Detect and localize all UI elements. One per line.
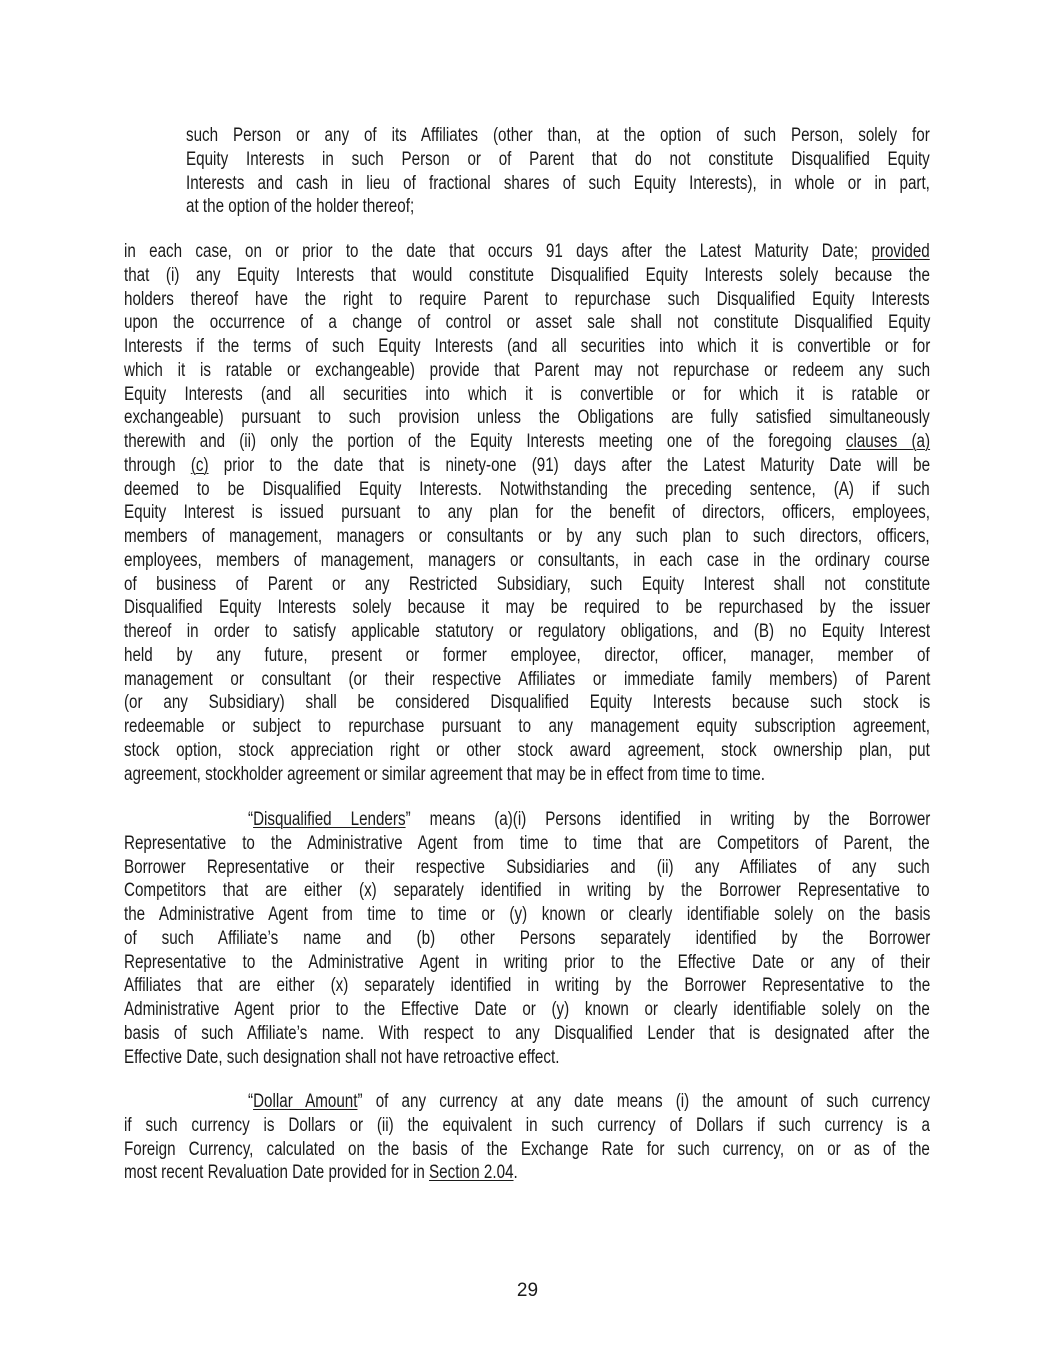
text-line bbox=[124, 715, 930, 739]
text-line bbox=[186, 172, 930, 196]
cross-reference-link: Dollar Amount bbox=[253, 1091, 358, 1112]
text-line bbox=[124, 501, 930, 525]
text-line bbox=[124, 951, 930, 975]
text-segment: that (i) any Equity Interests that would constitute Disqualified Equity Interests solely because the bbox=[124, 264, 930, 286]
text-line bbox=[124, 1046, 559, 1070]
text-segment: Disqualified Equity Interests solely because it may be required to be repurchased by the issuer bbox=[124, 597, 931, 619]
text-line bbox=[124, 335, 930, 359]
text-segment: agreement, stockholder agreement or similar agreement that may be in effect from time to time. bbox=[124, 763, 765, 785]
text-line bbox=[186, 124, 930, 148]
text-segment: upon the occurrence of a change of control or asset sale shall not constitute Disqualified Equity bbox=[124, 312, 931, 334]
text-segment: Competitors that are either (x) separately identified in writing by the Borrower Representative to bbox=[124, 880, 930, 902]
text-line bbox=[186, 148, 930, 172]
text-line bbox=[124, 383, 930, 407]
text-line bbox=[124, 927, 930, 951]
text-line bbox=[124, 1114, 930, 1138]
text-segment: basis of such Affiliate’s name. With respect to any Disqualified Lender that is designated after the bbox=[124, 1022, 930, 1044]
text-segment: held by any future, present or former employee, director, officer, manager, member of bbox=[124, 644, 930, 666]
text-segment: Equity Interests in such Person or of Parent that do not constitute Disqualified Equity bbox=[186, 148, 930, 170]
text-line bbox=[124, 264, 930, 288]
cross-reference-link: (c) bbox=[190, 454, 209, 476]
text-segment: ” of any currency at any date means (i) the amount of such currency bbox=[357, 1091, 930, 1112]
text-segment: ” means (a)(i) Persons identified in writing by the Borrower bbox=[405, 809, 931, 830]
text-line bbox=[124, 668, 930, 692]
text-segment: in each case, on or prior to the date that occurs 91 days after the Latest Maturity Date; bbox=[124, 241, 872, 262]
text-line bbox=[124, 311, 930, 335]
text-line bbox=[124, 406, 930, 430]
text-line bbox=[124, 359, 930, 383]
text-segment: such Person or any of its Affiliates (other than, at the option of such Person, solely for bbox=[186, 125, 930, 146]
text-line bbox=[124, 1161, 518, 1185]
text-segment: Administrative Agent prior to the Effective Date or (y) known or clearly identifiable solely on the bbox=[124, 999, 930, 1020]
text-segment: redeemable or subject to repurchase pursuant to any management equity subscription agreement, bbox=[124, 716, 930, 737]
text-line bbox=[124, 832, 930, 856]
text-line bbox=[186, 195, 414, 219]
cross-reference-link: Section 2.04 bbox=[429, 1162, 514, 1184]
text-segment: therewith and (ii) only the portion of the Equity Interests meeting one of the foregoing bbox=[124, 431, 846, 452]
text-segment: holders thereof have the right to require Parent to repurchase such Disqualified Equity Interests bbox=[124, 288, 930, 310]
text-line bbox=[124, 525, 930, 549]
text-segment: most recent Revaluation Date provided for in bbox=[124, 1162, 430, 1184]
text-segment: Equity Interests (and all securities into which it is convertible or for which it is ratable or bbox=[124, 383, 930, 405]
text-segment: through bbox=[124, 454, 191, 476]
text-line bbox=[124, 620, 930, 644]
text-segment: members of management, managers or consultants or by any such plan to such directors, officers, bbox=[124, 526, 930, 547]
text-segment: employees, members of management, managers or consultants, in each case in the ordinary course bbox=[124, 549, 930, 571]
text-segment: the Administrative Agent from time to time or (y) known or clearly identifiable solely on the basis bbox=[124, 904, 931, 925]
text-line bbox=[124, 763, 765, 787]
text-segment: of business of Parent or any Restricted Subsidiary, such Equity Interest shall not constitute bbox=[124, 573, 931, 595]
text-segment: exchangeable) pursuant to such provision unless the Obligations are fully satisfied simultaneously bbox=[124, 407, 930, 429]
text-segment: Interests and cash in lieu of fractional shares of such Equity Interests), in whole or in part, bbox=[186, 172, 930, 194]
text-line bbox=[124, 478, 930, 502]
text-segment: if such currency is Dollars or (ii) the equivalent in such currency of Dollars if such currency is a bbox=[124, 1114, 930, 1136]
text-line bbox=[124, 430, 930, 454]
text-line bbox=[248, 808, 930, 832]
text-line bbox=[124, 998, 930, 1022]
cross-reference-link: clauses (a) bbox=[845, 431, 931, 452]
text-segment: Effective Date, such designation shall not have retroactive effect. bbox=[124, 1046, 560, 1068]
text-segment: deemed to be Disqualified Equity Interests. Notwithstanding the preceding sentence, (A) if such bbox=[124, 478, 930, 500]
text-line bbox=[124, 549, 930, 573]
text-line bbox=[124, 240, 930, 264]
text-segment: which it is ratable or exchangeable) provide that Parent may not repurchase or redeem any such bbox=[124, 359, 931, 381]
text-line bbox=[124, 573, 930, 597]
cross-reference-link: provided bbox=[871, 241, 930, 262]
text-segment: thereof in order to satisfy applicable statutory or regulatory obligations, and (B) no Equity Interest bbox=[124, 621, 931, 642]
text-segment: Representative to the Administrative Agent from time to time that are Competitors of Parent, the bbox=[124, 832, 930, 854]
text-line bbox=[124, 1022, 930, 1046]
text-segment: of such Affiliate’s name and (b) other Persons separately identified by the Borrower bbox=[124, 927, 931, 949]
text-segment: at the option of the holder thereof; bbox=[186, 196, 415, 218]
text-segment: Borrower Representative or their respective Subsidiaries and (ii) any Affiliates of any such bbox=[124, 856, 930, 878]
page-number: 29 bbox=[516, 1280, 539, 1301]
text-line bbox=[124, 879, 930, 903]
text-segment: Equity Interest is issued pursuant to any plan for the benefit of directors, officers, employees, bbox=[124, 502, 931, 524]
text-segment: management or consultant (or their respective Affiliates or immediate family members) of Parent bbox=[124, 668, 931, 690]
text-line bbox=[124, 596, 930, 620]
text-segment: “ bbox=[248, 809, 254, 830]
text-line bbox=[124, 739, 930, 763]
text-segment: stock option, stock appreciation right or other stock award agreement, stock ownership plan, put bbox=[124, 739, 930, 761]
cross-reference-link: Disqualified Lenders bbox=[253, 809, 406, 830]
text-segment: “ bbox=[248, 1091, 254, 1112]
text-segment: Affiliates that are either (x) separately identified in writing by the Borrower Representative to the bbox=[124, 975, 931, 997]
text-segment: . bbox=[513, 1162, 518, 1184]
text-line bbox=[248, 1090, 930, 1114]
text-segment: Interests if the terms of such Equity Interests (and all securities into which it is convertible or for bbox=[124, 336, 931, 357]
text-line bbox=[124, 288, 930, 312]
text-line bbox=[124, 903, 930, 927]
text-line bbox=[124, 856, 930, 880]
text-line bbox=[124, 974, 930, 998]
text-line bbox=[124, 691, 930, 715]
text-line bbox=[124, 1138, 930, 1162]
text-segment: Foreign Currency, calculated on the basis of the Exchange Rate for such currency, on or as of the bbox=[124, 1138, 930, 1160]
text-segment: Representative to the Administrative Agent in writing prior to the Effective Date or any of their bbox=[124, 951, 931, 973]
text-segment: (or any Subsidiary) shall be considered Disqualified Equity Interests because such stock is bbox=[124, 692, 931, 714]
text-line bbox=[124, 644, 930, 668]
text-line bbox=[124, 454, 930, 478]
text-segment: prior to the date that is ninety-one (91) days after the Latest Maturity Date will be bbox=[208, 454, 931, 476]
